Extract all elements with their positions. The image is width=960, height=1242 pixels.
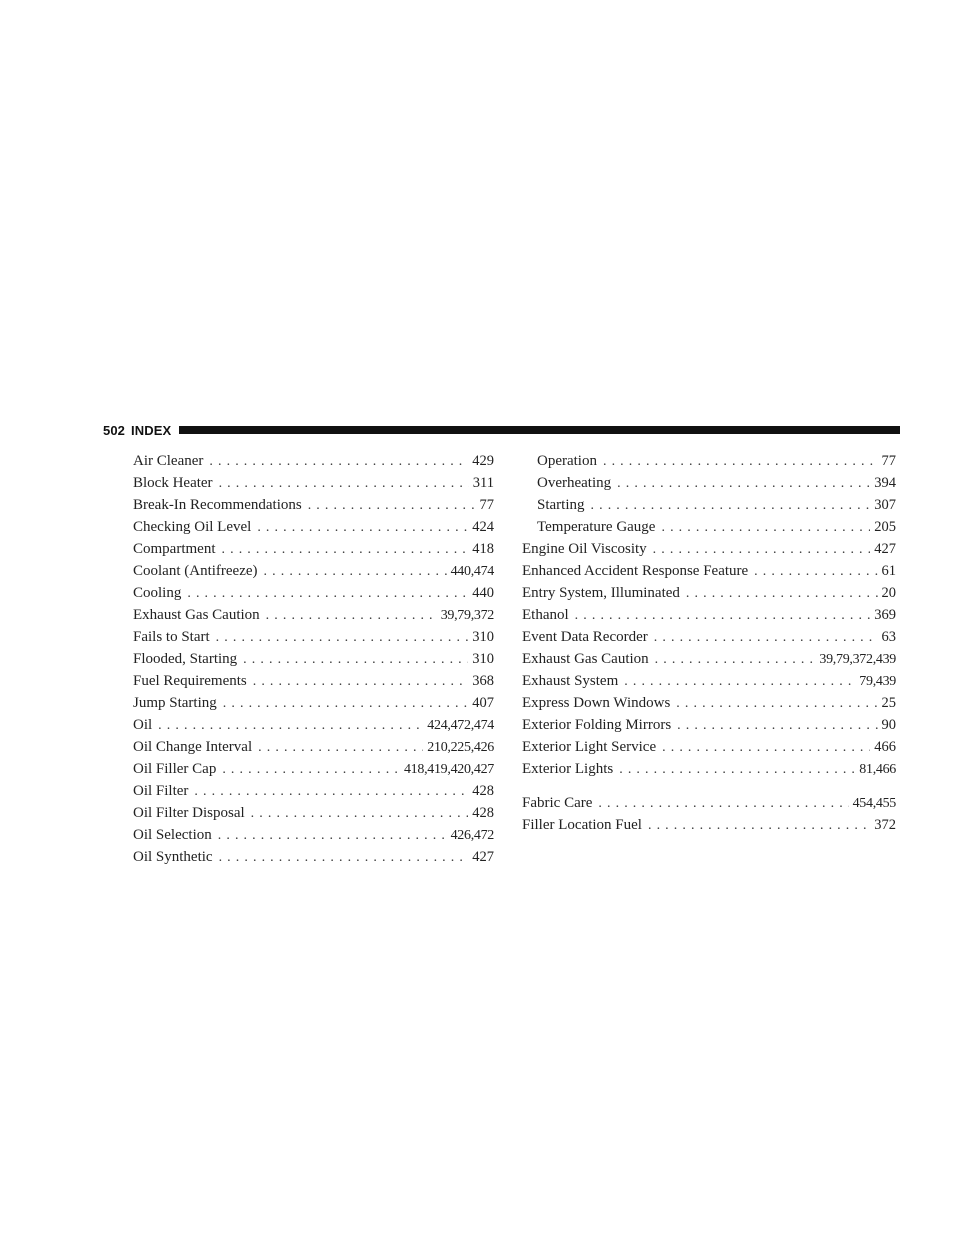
index-pages: 427 bbox=[472, 849, 494, 865]
index-term: Operation bbox=[537, 453, 597, 469]
index-term: Fails to Start bbox=[133, 629, 210, 645]
index-term: Fuel Requirements bbox=[133, 673, 247, 689]
index-subentry bbox=[522, 472, 896, 494]
index-column-right bbox=[522, 450, 896, 836]
index-pages: 426,472 bbox=[450, 828, 494, 843]
index-pages: 424,472,474 bbox=[427, 718, 494, 733]
index-term: Exhaust System bbox=[522, 673, 619, 689]
index-entry bbox=[133, 604, 494, 626]
index-pages: 39,79,372 bbox=[440, 608, 494, 623]
dot-leader bbox=[251, 803, 469, 825]
dot-leader bbox=[194, 781, 468, 803]
index-term: Enhanced Accident Response Feature bbox=[522, 563, 749, 579]
index-entry bbox=[133, 516, 494, 538]
index-term: Oil Change Interval bbox=[133, 739, 253, 755]
dot-leader bbox=[219, 847, 469, 869]
index-term: Temperature Gauge bbox=[537, 519, 656, 535]
index-pages: 454,455 bbox=[852, 796, 896, 811]
dot-leader bbox=[624, 671, 855, 693]
index-pages: 368 bbox=[472, 673, 494, 689]
index-pages: 79,439 bbox=[859, 674, 896, 689]
dot-leader bbox=[653, 539, 871, 561]
index-term: Break-In Recommendations bbox=[133, 497, 302, 513]
index-entry bbox=[133, 714, 494, 736]
index-term: Compartment bbox=[133, 541, 216, 557]
index-pages: 77 bbox=[479, 497, 494, 513]
dot-leader bbox=[243, 649, 468, 671]
index-pages: 25 bbox=[881, 695, 896, 711]
index-term: Oil bbox=[133, 717, 153, 733]
index-pages: 369 bbox=[874, 607, 896, 623]
index-pages: 418 bbox=[472, 541, 494, 557]
index-entry bbox=[522, 692, 896, 714]
index-pages: 63 bbox=[881, 629, 896, 645]
index-pages: 311 bbox=[472, 475, 494, 491]
dot-leader bbox=[754, 561, 877, 583]
index-term: Exhaust Gas Caution bbox=[522, 651, 649, 667]
index-pages: 424 bbox=[472, 519, 494, 535]
index-term: Oil Filter bbox=[133, 783, 189, 799]
index-entry bbox=[133, 648, 494, 670]
index-term: Engine Oil Viscosity bbox=[522, 541, 647, 557]
index-term: Express Down Windows bbox=[522, 695, 671, 711]
index-pages: 407 bbox=[472, 695, 494, 711]
index-term: Overheating bbox=[537, 475, 612, 491]
dot-leader bbox=[654, 627, 878, 649]
page-number: 502 bbox=[103, 422, 125, 438]
index-term: Filler Location Fuel bbox=[522, 817, 642, 833]
index-pages: 418,419,420,427 bbox=[403, 762, 494, 777]
index-pages: 440 bbox=[472, 585, 494, 601]
dot-leader bbox=[258, 737, 423, 759]
index-subentry bbox=[522, 516, 896, 538]
index-term: Oil Filter Disposal bbox=[133, 805, 245, 821]
index-pages: 77 bbox=[881, 453, 896, 469]
index-pages: 440,474 bbox=[450, 564, 494, 579]
index-entry bbox=[522, 758, 896, 780]
dot-leader bbox=[218, 825, 447, 847]
index-entry bbox=[133, 802, 494, 824]
index-term: Exhaust Gas Caution bbox=[133, 607, 260, 623]
index-subentry bbox=[522, 494, 896, 516]
index-entry bbox=[522, 538, 896, 560]
dot-leader bbox=[187, 583, 468, 605]
index-entry bbox=[133, 538, 494, 560]
index-term: Entry System, Illuminated bbox=[522, 585, 680, 601]
index-entry bbox=[133, 824, 494, 846]
index-entry bbox=[133, 626, 494, 648]
index-entry bbox=[133, 846, 494, 868]
index-term: Cooling bbox=[133, 585, 182, 601]
index-pages: 20 bbox=[881, 585, 896, 601]
dot-leader bbox=[686, 583, 878, 605]
dot-leader bbox=[661, 517, 870, 539]
index-term: Oil Synthetic bbox=[133, 849, 213, 865]
index-pages: 61 bbox=[881, 563, 896, 579]
index-entry bbox=[133, 736, 494, 758]
dot-leader bbox=[619, 759, 855, 781]
index-term: Exterior Lights bbox=[522, 761, 614, 777]
section-title: INDEX bbox=[131, 422, 172, 438]
index-pages: 428 bbox=[472, 805, 494, 821]
index-term: Air Cleaner bbox=[133, 453, 204, 469]
dot-leader bbox=[662, 737, 870, 759]
dot-leader bbox=[575, 605, 871, 627]
dot-leader bbox=[655, 649, 816, 671]
index-entry bbox=[522, 582, 896, 604]
index-pages: 210,225,426 bbox=[427, 740, 494, 755]
dot-leader bbox=[648, 815, 870, 837]
index-pages: 372 bbox=[874, 817, 896, 833]
header-rule bbox=[179, 426, 900, 434]
index-term: Starting bbox=[537, 497, 585, 513]
index-pages: 307 bbox=[874, 497, 896, 513]
index-term: Coolant (Antifreeze) bbox=[133, 563, 258, 579]
index-term: Exterior Light Service bbox=[522, 739, 657, 755]
page-header bbox=[103, 419, 900, 441]
index-pages: 205 bbox=[874, 519, 896, 535]
index-entry bbox=[133, 472, 494, 494]
index-pages: 81,466 bbox=[859, 762, 896, 777]
dot-leader bbox=[603, 451, 878, 473]
index-pages: 428 bbox=[472, 783, 494, 799]
index-entry bbox=[133, 450, 494, 472]
index-entry bbox=[133, 560, 494, 582]
dot-leader bbox=[308, 495, 476, 517]
dot-leader bbox=[216, 627, 469, 649]
index-subentry bbox=[522, 450, 896, 472]
index-entry bbox=[522, 626, 896, 648]
index-term: Oil Filler Cap bbox=[133, 761, 217, 777]
index-pages: 429 bbox=[472, 453, 494, 469]
index-entry bbox=[133, 582, 494, 604]
dot-leader bbox=[222, 759, 400, 781]
dot-leader bbox=[253, 671, 469, 693]
running-head bbox=[103, 423, 171, 438]
index-term: Oil Selection bbox=[133, 827, 212, 843]
index-entry bbox=[522, 560, 896, 582]
dot-leader bbox=[158, 715, 423, 737]
index-term: Flooded, Starting bbox=[133, 651, 238, 667]
dot-leader bbox=[676, 693, 877, 715]
index-term: Checking Oil Level bbox=[133, 519, 252, 535]
index-term: Fabric Care bbox=[522, 795, 593, 811]
dot-leader bbox=[591, 495, 871, 517]
index-entry bbox=[522, 604, 896, 626]
index-term: Event Data Recorder bbox=[522, 629, 648, 645]
index-pages: 466 bbox=[874, 739, 896, 755]
index-entry bbox=[133, 758, 494, 780]
index-term: Exterior Folding Mirrors bbox=[522, 717, 672, 733]
index-pages: 39,79,372,439 bbox=[819, 652, 896, 667]
index-term: Block Heater bbox=[133, 475, 213, 491]
index-pages: 90 bbox=[881, 717, 896, 733]
index-pages: 310 bbox=[472, 629, 494, 645]
index-entry bbox=[133, 692, 494, 714]
index-entry bbox=[133, 780, 494, 802]
index-entry bbox=[133, 494, 494, 516]
dot-leader bbox=[209, 451, 468, 473]
dot-leader bbox=[223, 693, 468, 715]
index-pages: 310 bbox=[472, 651, 494, 667]
index-entry bbox=[522, 714, 896, 736]
index-entry bbox=[522, 670, 896, 692]
dot-leader bbox=[219, 473, 469, 495]
index-entry bbox=[522, 736, 896, 758]
index-term: Jump Starting bbox=[133, 695, 217, 711]
index-entry bbox=[133, 670, 494, 692]
dot-leader bbox=[266, 605, 437, 627]
index-pages: 427 bbox=[874, 541, 896, 557]
index-pages: 394 bbox=[874, 475, 896, 491]
dot-leader bbox=[677, 715, 877, 737]
index-entry bbox=[522, 792, 896, 814]
index-column-left bbox=[133, 450, 494, 868]
index-entry bbox=[522, 814, 896, 836]
dot-leader bbox=[257, 517, 468, 539]
index-term: Ethanol bbox=[522, 607, 569, 623]
dot-leader bbox=[617, 473, 870, 495]
index-entry bbox=[522, 648, 896, 670]
dot-leader bbox=[222, 539, 469, 561]
dot-leader bbox=[264, 561, 447, 583]
dot-leader bbox=[598, 793, 848, 815]
